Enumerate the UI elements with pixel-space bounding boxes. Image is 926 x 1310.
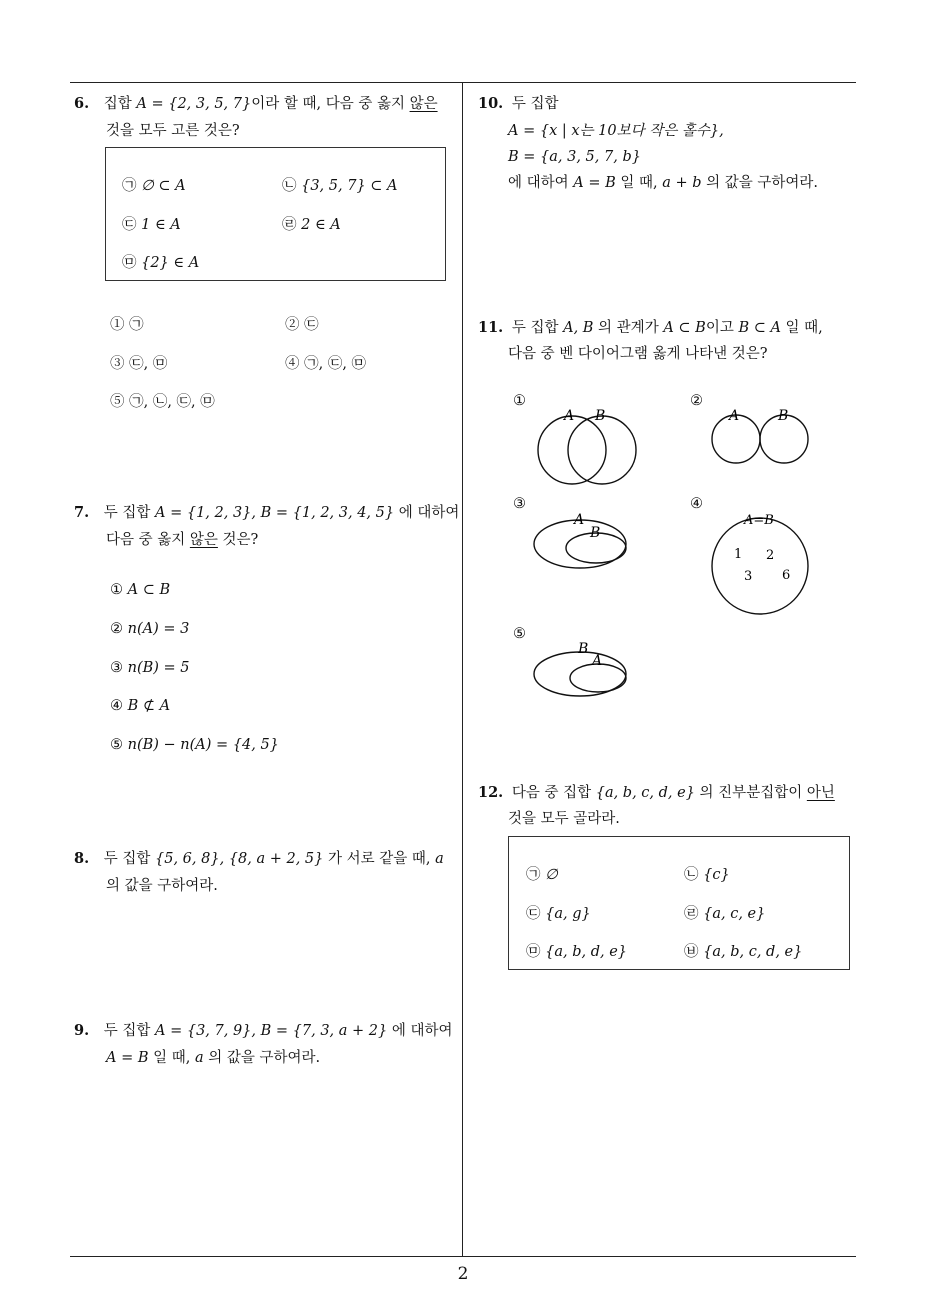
answer-choice[interactable]: ① ㉠ bbox=[110, 317, 144, 333]
question-number: 7. bbox=[74, 504, 90, 521]
set-label-a: A bbox=[592, 653, 603, 669]
statement-item: ㉤ {2} ∈ A bbox=[122, 255, 200, 271]
question-number: 12. bbox=[478, 784, 504, 801]
emphasis-underline: 않은 bbox=[189, 532, 218, 548]
question-number: 10. bbox=[478, 95, 504, 112]
set-label-b: B bbox=[595, 408, 606, 424]
statement-item: ㉥ {a, b, c, d, e} bbox=[684, 944, 803, 960]
statement-item: ㉠ ∅ ⊂ A bbox=[122, 178, 186, 194]
statement-item: ㉢ {a, g} bbox=[526, 906, 591, 922]
venn-choice-mark[interactable]: ③ bbox=[513, 496, 526, 512]
venn-choice-mark[interactable]: ⑤ bbox=[513, 626, 526, 642]
venn-diagram-a-inside-b[interactable] bbox=[532, 640, 636, 702]
bottom-rule bbox=[70, 1256, 856, 1257]
set-label-a: A bbox=[564, 408, 575, 424]
answer-choice[interactable]: ⑤ n(B) − n(A) = {4, 5} bbox=[110, 737, 279, 753]
emphasis-underline: 아닌 bbox=[806, 785, 835, 801]
set-label-a: A bbox=[729, 408, 740, 424]
answer-choice[interactable]: ② ㉢ bbox=[285, 317, 319, 333]
statement-item: ㉣ 2 ∈ A bbox=[282, 217, 341, 233]
set-element: 6 bbox=[782, 568, 791, 583]
venn-diagram-overlap[interactable] bbox=[530, 402, 642, 492]
answer-choice[interactable]: ④ ㉠, ㉢, ㉤ bbox=[285, 356, 367, 372]
question-number: 6. bbox=[74, 95, 90, 112]
answer-choice[interactable]: ④ B ⊄ A bbox=[110, 698, 171, 714]
question-number: 8. bbox=[74, 850, 90, 867]
set-element: 2 bbox=[766, 548, 775, 563]
top-rule bbox=[70, 82, 856, 83]
venn-choice-mark[interactable]: ④ bbox=[690, 496, 703, 512]
statement-item: ㉡ {3, 5, 7} ⊂ A bbox=[282, 178, 398, 194]
column-divider bbox=[462, 82, 463, 1256]
answer-choice[interactable]: ② n(A) = 3 bbox=[110, 621, 190, 637]
page-number: 2 bbox=[457, 1264, 469, 1284]
set-label-a: A bbox=[574, 512, 585, 528]
question-number: 11. bbox=[478, 319, 504, 336]
statement-item: ㉡ {c} bbox=[684, 867, 730, 883]
set-element: 3 bbox=[744, 569, 753, 584]
statement-item: ㉠ ∅ bbox=[526, 867, 558, 883]
venn-choice-mark[interactable]: ① bbox=[513, 393, 526, 409]
set-label-b: B bbox=[578, 641, 589, 657]
set-label-b: B bbox=[778, 408, 789, 424]
statement-item: ㉤ {a, b, d, e} bbox=[526, 944, 628, 960]
question-number: 9. bbox=[74, 1022, 90, 1039]
emphasis-underline: 않은 bbox=[409, 96, 438, 112]
venn-choice-mark[interactable]: ② bbox=[690, 393, 703, 409]
statement-item: ㉣ {a, c, e} bbox=[684, 906, 766, 922]
set-label-ab: A=B bbox=[744, 513, 774, 528]
set-label-b: B bbox=[590, 525, 601, 541]
venn-diagram-equal[interactable] bbox=[704, 510, 814, 616]
venn-diagram-b-inside-a[interactable] bbox=[532, 510, 636, 572]
venn-diagram-disjoint[interactable] bbox=[706, 405, 812, 467]
answer-choice[interactable]: ⑤ ㉠, ㉡, ㉢, ㉤ bbox=[110, 394, 215, 410]
set-element: 1 bbox=[734, 547, 743, 562]
answer-choice[interactable]: ① A ⊂ B bbox=[110, 582, 171, 598]
answer-choice[interactable]: ③ ㉢, ㉤ bbox=[110, 356, 168, 372]
answer-choice[interactable]: ③ n(B) = 5 bbox=[110, 660, 190, 676]
statement-item: ㉢ 1 ∈ A bbox=[122, 217, 181, 233]
